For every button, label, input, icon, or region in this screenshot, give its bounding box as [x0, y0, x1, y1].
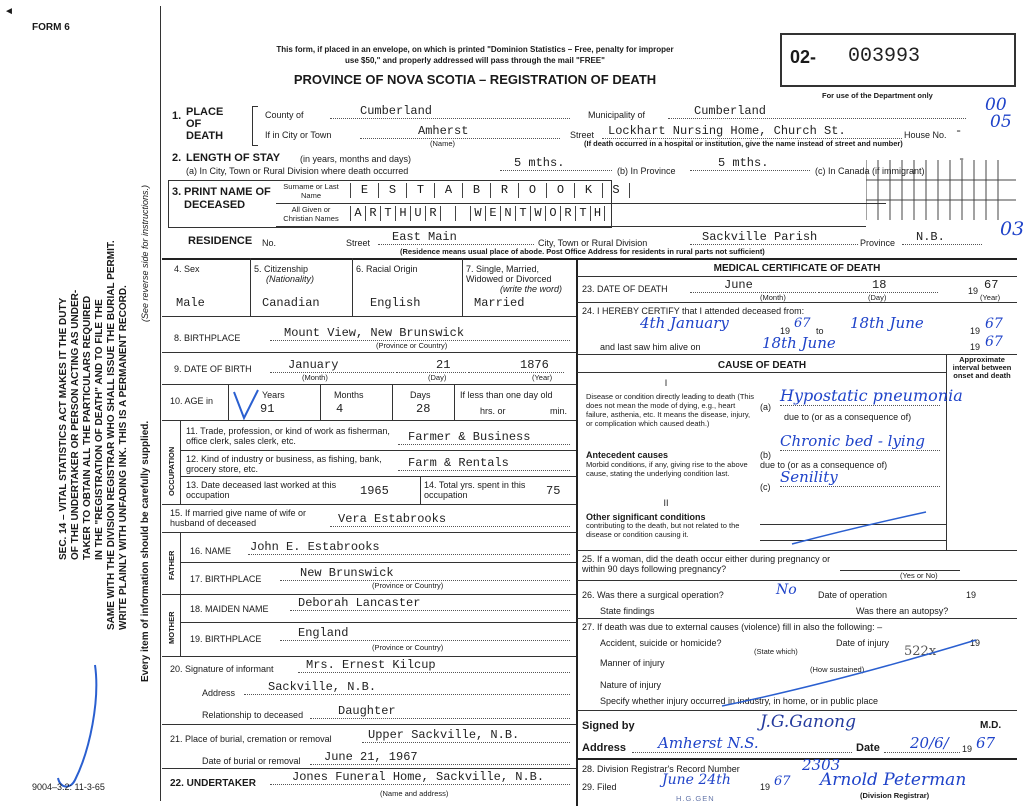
occupation-v [180, 420, 181, 504]
last-year: 67 [985, 334, 1003, 350]
header-notice-2: use $50," and properly addressed will pass through the mail "FREE" [345, 56, 605, 65]
supply-note: Every item of information should be carefully supplied. [140, 420, 151, 682]
med-date: 20/6/ [884, 734, 960, 753]
surname-letter: O [518, 183, 546, 198]
county-value: Cumberland [330, 104, 570, 119]
given-letter [440, 206, 455, 221]
given-letter: W [530, 206, 545, 221]
residence-city-label: City, Town or Rural Division [538, 238, 648, 248]
q24-label: 24. I HEREBY CERTIFY that I attended deceased from: [582, 306, 805, 316]
given-letter: H [395, 206, 410, 221]
registrar-signature: Arnold Peterman [820, 770, 967, 790]
dob-label: 9. DATE OF BIRTH [174, 364, 252, 374]
corner-mark-icon: ◄ [4, 6, 14, 17]
last-seen: 18th June [762, 334, 836, 352]
marital-value: Married [474, 296, 525, 310]
given-letter: U [410, 206, 425, 221]
surname-label: Surname or Last Name [283, 182, 339, 200]
residence-label: RESIDENCE [188, 235, 253, 247]
grid-h-11 [180, 450, 576, 451]
grid-h-21 [162, 768, 576, 769]
q13-label: 13. Date deceased last worked at this occupation [186, 480, 337, 500]
date-label: Date [856, 742, 880, 754]
dob-year-hint: (Year) [532, 373, 553, 382]
age-years-label: Years [262, 390, 285, 400]
dob-year: 1876 [468, 358, 564, 373]
code-522: 522x [904, 644, 937, 659]
street-value: Lockhart Nursing Home, Church St. [602, 124, 902, 139]
death-month-hint: (Month) [760, 293, 786, 302]
q26-value: No [776, 582, 797, 598]
given-letter: A [350, 206, 365, 221]
q27-label: 27. If death was due to external causes (violence) fill in also the following: – [582, 622, 883, 632]
residence-province-label: Province [860, 238, 896, 248]
q20-label: 20. Signature of informant [170, 664, 274, 674]
last-year-prefix: 19 [970, 342, 981, 352]
min-label: min. [550, 406, 568, 416]
stay-b-value: 5 mths. [690, 156, 810, 171]
house-value: - [955, 124, 963, 138]
residence-street-label: Street [346, 238, 371, 248]
registrar-hint: (Division Registrar) [860, 791, 930, 800]
nature-label: Nature of injury [600, 680, 662, 690]
stay-label: LENGTH OF STAY [186, 152, 281, 164]
given-letter: O [545, 206, 560, 221]
other-text: contributing to the death, but not related to the disease or condition causing it. [586, 521, 740, 539]
age-days: 28 [416, 402, 431, 416]
grid-v2 [352, 258, 353, 316]
footer-code: 9004–3.2: 11-3-65 [32, 782, 105, 792]
place-num: 1. [172, 110, 182, 122]
other-label: Other significant conditions [586, 512, 706, 522]
surname-letter: S [602, 183, 630, 198]
attend-to: 18th June [850, 314, 924, 332]
filed-date: June 24th [662, 772, 731, 788]
reg-number: 003993 [848, 45, 921, 68]
surname-letter: O [546, 183, 574, 198]
q21-label: 21. Place of burial, cremation or removal [170, 734, 332, 744]
q11-value: Farmer & Business [398, 430, 570, 445]
given-letter: N [500, 206, 515, 221]
registration-number-box [780, 33, 1016, 87]
signature: J.G.Ganong [760, 712, 857, 732]
cause-strike [790, 508, 930, 548]
interval-heading: Approximate interval between onset and death [952, 355, 1012, 380]
place-label: PLACE OF DEATH [186, 106, 224, 142]
q15-label: 15. If married give name of wife or husband of deceased [170, 508, 307, 528]
dept-code-1: 00 [985, 95, 1007, 115]
cause-c: Senility [780, 468, 940, 487]
specify-label: Specify whether injury occurred in industry, in home, or in public place [600, 696, 878, 706]
citizenship-hint: (Nationality) [266, 274, 315, 284]
header-notice-1: This form, if placed in an envelope, on which is printed "Dominion Statistics – Free, penalty for improper [276, 45, 674, 54]
sex-value: Male [176, 296, 205, 310]
given-letter: R [560, 206, 575, 221]
op-date-label: Date of operation [818, 590, 888, 600]
surname-letter: T [406, 183, 434, 198]
birthplace-value: Mount View, New Brunswick [270, 326, 570, 341]
citizenship-label: 5. Citizenship [254, 264, 309, 274]
stay-c-label: (c) In Canada (if immigrant) [815, 166, 925, 176]
age-v3 [392, 384, 393, 420]
filed-year: 67 [774, 774, 791, 789]
due-to-1: due to (or as a consequence of) [784, 412, 912, 422]
cause-c-label: (c) [760, 482, 771, 492]
dept-use-label: For use of the Department only [822, 91, 933, 100]
how-sustained: (How sustained) [810, 665, 865, 674]
father-birthplace-hint: (Province or Country) [372, 581, 444, 590]
residence-city: Sackville Parish [690, 230, 858, 245]
surname-letter: E [350, 183, 378, 198]
q11-label: 11. Trade, profession, or kind of work as fisherman, office clerk, sales clerk, etc. [186, 426, 390, 446]
q14-value: 75 [546, 484, 561, 498]
grid-h-19 [162, 656, 576, 657]
signed-label: Signed by [582, 720, 635, 732]
county-label: County of [265, 110, 304, 120]
death-year-prefix: 19 [968, 286, 979, 296]
op-year-prefix: 19 [966, 590, 977, 600]
stay-hint: (in years, months and days) [300, 154, 412, 164]
surname-cells [350, 183, 630, 198]
attend-from: 4th January [640, 314, 729, 332]
dob-month: January [270, 358, 394, 373]
name-bottom-line [276, 226, 866, 227]
death-year-hint: (Year) [980, 293, 1001, 302]
grid-v1 [250, 258, 251, 316]
address-label: Address [582, 742, 627, 754]
stay-a-value: 5 mths. [500, 156, 612, 171]
dob-month-hint: (Month) [302, 373, 328, 382]
dept-code-3: 03 [1000, 218, 1025, 240]
informant-address-label: Address [202, 688, 236, 698]
q17-label: 17. BIRTHPLACE [190, 574, 262, 584]
cause-heading: CAUSE OF DEATH [717, 360, 807, 371]
med-h-24 [577, 354, 1017, 355]
given-letter: T [575, 206, 590, 221]
state-which: (State which) [754, 647, 798, 656]
given-letter: T [380, 206, 395, 221]
q22-label: 22. UNDERTAKER [170, 778, 256, 789]
side-divider [160, 6, 161, 801]
accident-label: Accident, suicide or homicide? [600, 638, 722, 648]
hospital-hint: (If death occurred in a hospital or institution, give the name instead of street and number) [584, 139, 903, 148]
md-label: M.D. [980, 720, 1002, 731]
residence-no-label: No. [262, 238, 277, 248]
grid-h-10 [162, 420, 576, 421]
informant-address: Sackville, N.B. [244, 680, 570, 695]
stamp-text: H.G.GEN [676, 794, 715, 803]
residence-hint: (Residence means usual place of abode. Post Office Address for residents in rural parts not sufficient) [400, 247, 765, 256]
mother-birthplace-hint: (Province or Country) [372, 643, 444, 652]
city-value: Amherst [360, 124, 560, 139]
surname-letter: R [490, 183, 518, 198]
q18-label: 18. MAIDEN NAME [190, 604, 269, 614]
grid-h-14 [162, 504, 576, 505]
reg-prefix: 02- [790, 47, 817, 67]
med-h-cause [577, 550, 1017, 551]
antecedent-label: Antecedent causes [586, 450, 669, 460]
given-cells [350, 206, 605, 221]
mother-birthplace: England [280, 626, 570, 641]
q26-label: 26. Was there a surgical operation? [582, 590, 724, 600]
q28-label: 28. Division Registrar's Record Number [582, 764, 740, 774]
grid-h-12 [180, 476, 576, 477]
age-years: 91 [260, 402, 275, 416]
q13-value: 1965 [360, 484, 389, 498]
med-h-25 [577, 580, 1017, 581]
medical-divider [576, 258, 578, 806]
page-title: PROVINCE OF NOVA SCOTIA – REGISTRATION OF DEATH [293, 72, 657, 87]
to-year: 67 [985, 316, 1003, 332]
record-number: 2303 [802, 756, 841, 774]
part-2: II [663, 498, 669, 508]
grid-h-16 [180, 562, 576, 563]
marital-label: 7. Single, Married, Widowed or Divorced [466, 264, 552, 284]
street-label: Street [570, 130, 595, 140]
grid-h-4 [162, 316, 576, 317]
q12-value: Farm & Rentals [398, 456, 570, 471]
form-id: FORM 6 [32, 22, 70, 33]
grid-h-8 [162, 352, 576, 353]
interval-divider [946, 354, 947, 550]
injury-date-label: Date of injury [836, 638, 890, 648]
due-to-2: due to (or as a consequence of) [760, 460, 888, 470]
cause-b: Chronic bed - lying [780, 432, 940, 451]
marital-hint: (write the word) [500, 284, 563, 294]
findings-label: State findings [600, 606, 655, 616]
cause-b-label: (b) [760, 450, 771, 460]
age-months: 4 [336, 402, 344, 416]
sex-label: 4. Sex [174, 264, 200, 274]
municipality-label: Municipality of [588, 110, 646, 120]
q14-label: 14. Total yrs. spent in this occupation [424, 480, 526, 500]
age-days-label: Days [410, 390, 431, 400]
age-v2 [320, 384, 321, 420]
mother-name: Deborah Lancaster [290, 596, 570, 611]
relationship-label: Relationship to deceased [202, 710, 304, 720]
grid-h-17 [162, 594, 576, 595]
grid-v3 [462, 258, 463, 316]
house-label: House No. [904, 130, 947, 140]
given-letter [455, 206, 470, 221]
injury-strike [720, 638, 980, 708]
given-label: All Given or Christian Names [283, 205, 339, 223]
citizenship-value: Canadian [262, 296, 320, 310]
last-seen-label: and last saw him alive on [600, 342, 701, 352]
informant-name: Mrs. Ernest Kilcup [298, 658, 570, 673]
med-h-signed [577, 758, 1017, 760]
residence-province: N.B. [902, 230, 982, 245]
death-day-hint: (Day) [868, 293, 887, 302]
yes-no-hint: (Yes or No) [900, 571, 938, 580]
dob-day-hint: (Day) [428, 373, 447, 382]
cause-a: Hypostatic pneumonia [780, 386, 963, 405]
to-label: to [816, 326, 824, 336]
date-year-prefix: 19 [962, 744, 973, 754]
father-birthplace: New Brunswick [280, 566, 570, 581]
yes-no-line [840, 570, 960, 571]
stay-c-value: - [958, 152, 966, 166]
given-letter: R [365, 206, 380, 221]
grid-h-9 [162, 384, 576, 385]
main-grid-top [162, 258, 1017, 260]
hrs-label: hrs. or [480, 406, 506, 416]
surname-letter: S [378, 183, 406, 198]
surname-letter: B [462, 183, 490, 198]
q25-label: 25. If a woman, did the death occur either during pregnancy or within 90 days following pregnancy? [582, 554, 831, 574]
q13-v [420, 476, 421, 504]
q19-label: 19. BIRTHPLACE [190, 634, 262, 644]
municipality-value: Cumberland [668, 104, 966, 119]
birthplace-label: 8. BIRTHPLACE [174, 333, 241, 343]
med-h-27 [577, 710, 1017, 711]
med-h-23 [577, 302, 1017, 303]
racial-label: 6. Racial Origin [356, 264, 418, 274]
birthplace-hint: (Province or Country) [376, 341, 448, 350]
autopsy-label: Was there an autopsy? [856, 606, 949, 616]
city-name-hint: (Name) [430, 139, 456, 148]
death-day: 18 [818, 278, 938, 293]
racial-value: English [370, 296, 421, 310]
dept-code-2: 05 [990, 112, 1012, 132]
undertaker-hint: (Name and address) [380, 789, 449, 798]
surname-letter: K [574, 183, 602, 198]
death-month: June [690, 278, 816, 293]
dob-day: 21 [396, 358, 466, 373]
med-h-26 [577, 618, 1017, 619]
date-year: 67 [976, 734, 996, 752]
stay-b-label: (b) In Province [617, 166, 676, 176]
grid-h-20 [162, 724, 576, 725]
surname-letter: A [434, 183, 462, 198]
place-brace [252, 106, 258, 146]
q23-label: 23. DATE OF DEATH [582, 284, 668, 294]
father-side-label: FATHER [167, 550, 176, 580]
q16-label: 16. NAME [190, 546, 232, 556]
grid-h-15 [162, 532, 576, 533]
name-label: PRINT NAME OF DECEASED [184, 186, 271, 211]
grid-h-18 [180, 622, 576, 623]
age-check-mark [232, 388, 262, 422]
manner-label: Manner of injury [600, 658, 665, 668]
age-months-label: Months [334, 390, 364, 400]
cause-h [577, 372, 947, 373]
under-day-label: If less than one day old [460, 390, 553, 400]
instructions-note: (See reverse side for instructions.) [140, 184, 150, 322]
death-year: 67 [984, 278, 999, 292]
handwritten-mark [40, 660, 120, 800]
q29-label: 29. Filed [582, 782, 617, 792]
city-label: If in City or Town [265, 130, 332, 140]
residence-street: East Main [378, 230, 534, 245]
from-year-prefix: 19 [780, 326, 791, 336]
occupation-side-label: OCCUPATION [167, 446, 176, 496]
med-h-0 [577, 276, 1017, 277]
mother-side-label: MOTHER [167, 611, 176, 644]
age-v4 [454, 384, 455, 420]
burial-date: June 21, 1967 [310, 750, 570, 765]
from-year: 67 [794, 316, 811, 331]
mother-v [180, 594, 181, 656]
cause-a-label: (a) [760, 402, 771, 412]
age-v1 [228, 384, 229, 420]
given-letter: E [485, 206, 500, 221]
injury-year-prefix: 19 [970, 638, 981, 648]
medical-heading: MEDICAL CERTIFICATE OF DEATH [713, 263, 881, 274]
undertaker-value: Jones Funeral Home, Sackville, N.B. [270, 770, 570, 785]
filed-year-prefix: 19 [760, 782, 771, 792]
spouse-value: Vera Estabrooks [330, 512, 570, 527]
burial-date-label: Date of burial or removal [202, 756, 301, 766]
stay-num: 2. [172, 152, 182, 164]
given-letter: T [515, 206, 530, 221]
age-label: 10. AGE in [170, 396, 214, 406]
given-letter: H [590, 206, 605, 221]
father-v [180, 532, 181, 594]
stay-a-label: (a) In City, Town or Rural Division where death occurred [186, 166, 409, 176]
disease-label: Disease or condition directly leading to death (This does not mean the mode of dying, e.g., heart failure, asthenia, etc. It means the disease, injury, or complication which caused death.) [586, 392, 755, 428]
antecedent-text: Morbid conditions, if any, giving rise to the above cause, stating the underlying condition last. [586, 460, 748, 478]
given-letter: W [470, 206, 485, 221]
name-num: 3. [172, 186, 182, 198]
q12-label: 12. Kind of industry or business, as fishing, bank, grocery store, etc. [186, 454, 382, 474]
given-letter: R [425, 206, 440, 221]
relationship-value: Daughter [310, 704, 570, 719]
med-address: Amherst N.S. [632, 734, 852, 753]
part-1: I [664, 378, 668, 388]
to-year-prefix: 19 [970, 326, 981, 336]
father-name: John E. Estabrooks [248, 540, 570, 555]
name-mid-line [276, 203, 886, 204]
burial-place: Upper Sackville, N.B. [362, 728, 570, 743]
